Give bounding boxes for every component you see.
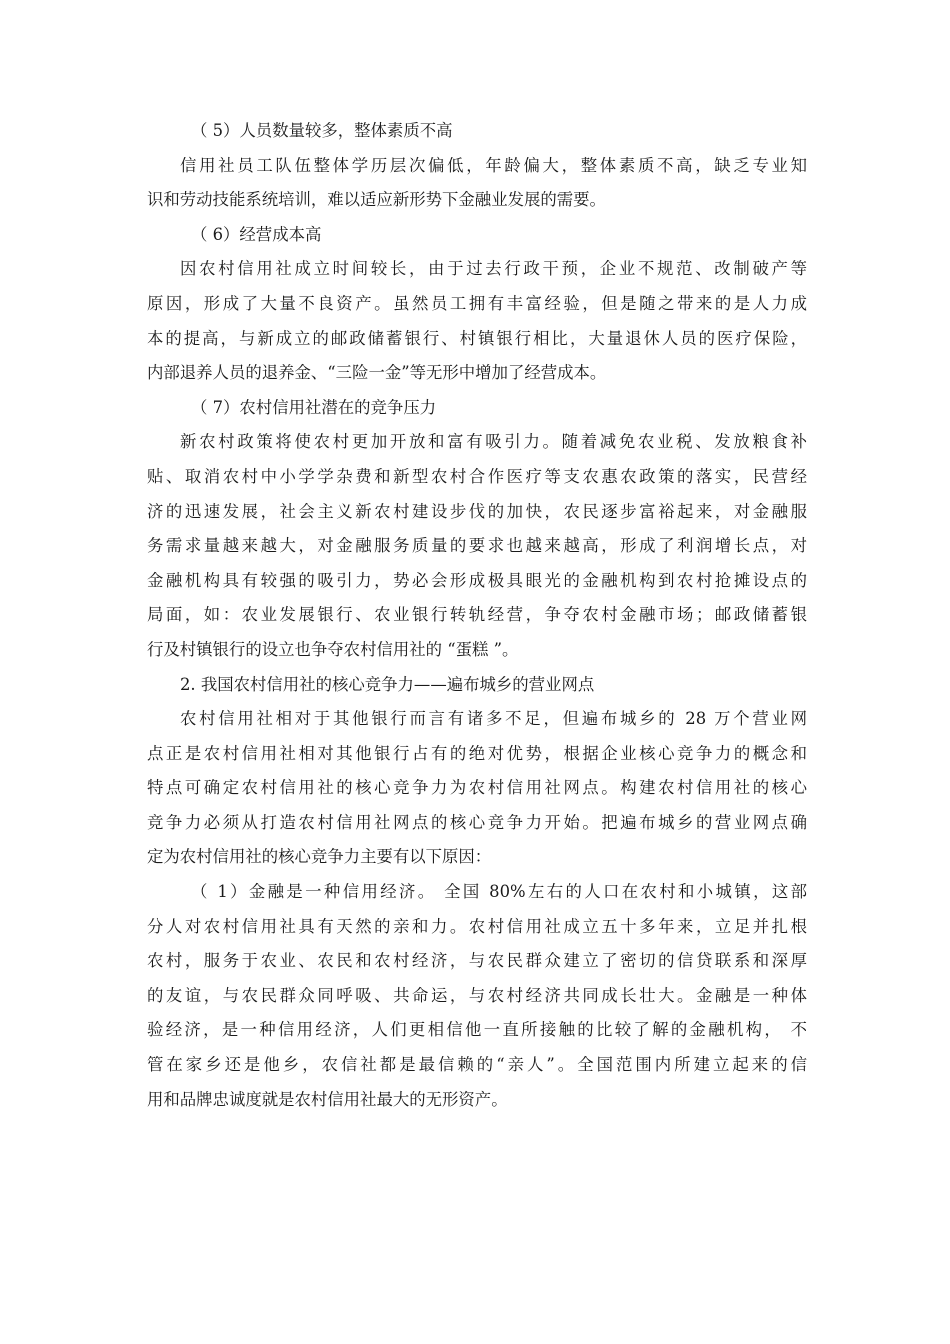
heading-7: （ 7）农村信用社潜在的竞争压力 [191, 397, 437, 417]
paragraph-line: 行及村镇银行的设立也争夺农村信用社的 “蛋糕 ”。 [147, 639, 519, 659]
paragraph-line: 竞争力必须从打造农村信用社网点的核心竞争力开始。把遍布城乡的营业网点确 [147, 812, 807, 832]
paragraph-line: 特点可确定农村信用社的核心竞争力为农村信用社网点。构建农村信用社的核心 [147, 778, 807, 798]
paragraph-line: 新农村政策将使农村更加开放和富有吸引力。随着减免农业税、发放粮食补 [180, 432, 807, 452]
paragraph-line: 内部退养人员的退养金、“三险一金”等无形中增加了经营成本。 [147, 363, 607, 383]
heading-6: （ 6）经营成本高 [191, 224, 322, 244]
heading-5: （ 5）人员数量较多，整体素质不高 [191, 121, 453, 140]
paragraph-line: 的友谊，与农民群众同呼吸、共命运，与农村经济共同成长壮大。金融是一种体 [147, 985, 807, 1005]
paragraph-line: 济的迅速发展，社会主义新农村建设步伐的加快，农民逐步富裕起来，对金融服 [147, 501, 807, 521]
paragraph-line: 管在家乡还是他乡，农信社都是最信赖的“亲人”。全国范围内所建立起来的信 [147, 1055, 807, 1075]
paragraph-line: 验经济，是一种信用经济，人们更相信他一直所接触的比较了解的金融机构， 不 [147, 1020, 807, 1040]
paragraph-line: 原因，形成了大量不良资产。虽然员工拥有丰富经验，但是随之带来的是人力成 [147, 293, 807, 313]
paragraph-line: 定为农村信用社的核心竞争力主要有以下原因： [147, 847, 492, 867]
paragraph-line: 点正是农村信用社相对其他银行占有的绝对优势，根据企业核心竞争力的概念和 [147, 743, 807, 763]
section-2-heading: 2. 我国农村信用社的核心竞争力——遍布城乡的营业网点 [180, 674, 595, 694]
paragraph-line: 农村，服务于农业、农民和农村经济，与农民群众建立了密切的信贷联系和深厚 [147, 951, 807, 971]
paragraph-line: 农村信用社相对于其他银行而言有诸多不足，但遍布城乡的 28 万个营业网 [180, 709, 807, 729]
paragraph-line: 贴、取消农村中小学学杂费和新型农村合作医疗等支农惠农政策的落实，民营经 [147, 466, 807, 486]
paragraph-line: 识和劳动技能系统培训，难以适应新形势下金融业发展的需要。 [147, 190, 606, 210]
paragraph-line: 因农村信用社成立时间较长，由于过去行政干预，企业不规范、改制破产等 [180, 259, 807, 279]
paragraph-line: 用和品牌忠诚度就是农村信用社最大的无形资产。 [147, 1089, 508, 1109]
paragraph-line: 本的提高，与新成立的邮政储蓄银行、村镇银行相比，大量退休人员的医疗保险， [147, 328, 807, 348]
document-body [147, 114, 807, 1117]
paragraph-line: 务需求量越来越大，对金融服务质量的要求也越来越高，形成了利润增长点，对 [147, 536, 807, 556]
paragraph-line: 金融机构具有较强的吸引力，势必会形成极具眼光的金融机构到农村抢摊设点的 [147, 570, 807, 590]
paragraph-line: 分人对农村信用社具有天然的亲和力。农村信用社成立五十多年来，立足并扎根 [147, 916, 807, 936]
paragraph-line: 信用社员工队伍整体学历层次偏低，年龄偏大，整体素质不高，缺乏专业知 [180, 155, 807, 175]
paragraph-line: 局面，如：农业发展银行、农业银行转轨经营，争夺农村金融市场；邮政储蓄银 [147, 605, 807, 625]
heading-1: （ 1）金融是一种信用经济。 全国 80%左右的人口在农村和小城镇，这部 [191, 882, 807, 902]
